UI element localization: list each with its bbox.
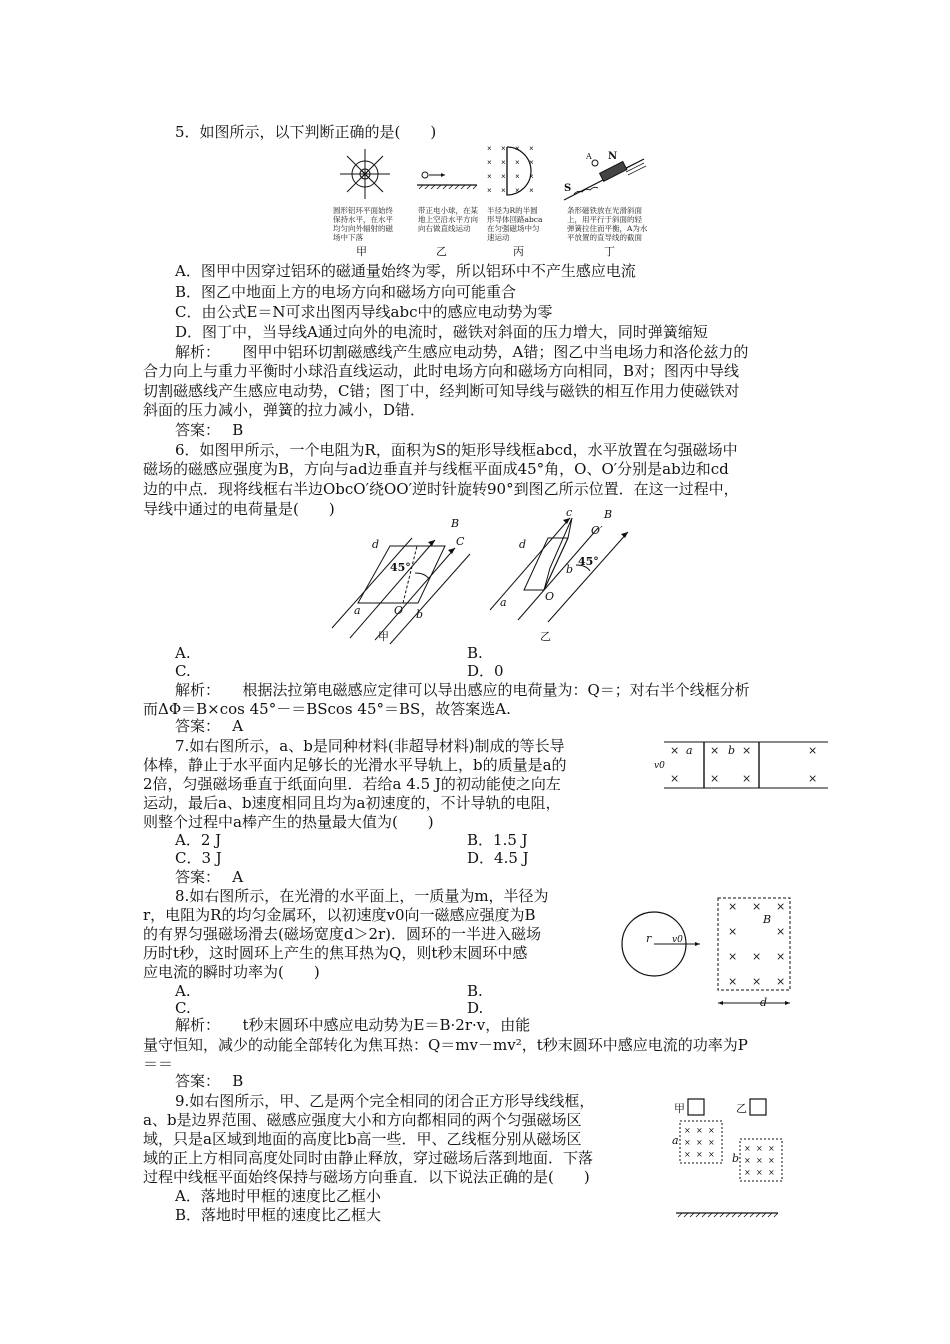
- q9-cross: ×: [768, 1156, 775, 1165]
- svg-text:N: N: [608, 151, 618, 162]
- q5-label-jia: 甲: [356, 245, 367, 258]
- q5-option-c: C．由公式E＝N可求出图丙导线abc中的感应电动势为零: [175, 303, 553, 321]
- q8-B: B: [763, 913, 772, 926]
- q5-option-a: A．图甲中因穿过铝环的磁通量始终为零，所以铝环中不产生感应电流: [175, 262, 636, 280]
- q5-fig-yi: [415, 168, 480, 190]
- q7-cross: ×: [808, 772, 818, 785]
- q9-cross: ×: [708, 1138, 715, 1147]
- q5-caption-bing-4: 速运动: [487, 233, 510, 242]
- q7-cross: ×: [710, 744, 720, 757]
- q8-cross: ×: [752, 950, 762, 963]
- q9-cross: ×: [768, 1168, 775, 1177]
- q8-v0: v0: [672, 935, 683, 945]
- svg-text:×: ×: [515, 172, 520, 181]
- q8-fig: [620, 893, 800, 1013]
- q8-stem-2: r，电阻为R的均匀金属环，以初速度v0向一磁感应强度为B: [143, 906, 536, 924]
- q9-stem-3: 域，只是a区域到地面的高度比b高一些．甲、乙线框分别从磁场区: [143, 1130, 582, 1148]
- q6-analysis-2: 而ΔΦ＝B×cos 45°－＝BScos 45°＝BS，故答案选A.: [143, 700, 511, 718]
- q5-caption-ding-3: 弹簧拉住而平衡，A为水: [567, 224, 648, 233]
- q6-jia-C: C: [456, 535, 465, 548]
- q8-option-a: A.: [175, 982, 191, 1000]
- q6-stem-4: 导线中通过的电荷量是( ): [143, 500, 335, 518]
- q7-cross: ×: [670, 744, 680, 757]
- svg-text:×: ×: [529, 158, 534, 167]
- q7-cross: ×: [670, 772, 680, 785]
- q5-caption-jia-2: 保持水平，在水平: [333, 215, 393, 224]
- svg-text:×: ×: [487, 172, 492, 181]
- q8-cross: ×: [776, 950, 786, 963]
- q6-stem-3: 边的中点．现将线框右半边ObcO′绕OO′逆时针旋转90°到图乙所示位置．在这一过程中，: [143, 480, 739, 498]
- q6-yi-angle: 45°: [578, 555, 599, 568]
- q6-yi-name: 乙: [540, 630, 551, 643]
- q6-option-c: C.: [175, 662, 191, 680]
- q8-option-b: B.: [467, 982, 483, 1000]
- q5-label-yi: 乙: [436, 245, 447, 258]
- q8-r: r: [646, 932, 652, 945]
- q8-cross: ×: [728, 900, 738, 913]
- q5-caption-ding-2: 上，用平行于斜面的轻: [567, 215, 642, 224]
- q9-cross: ×: [684, 1126, 691, 1135]
- q8-cross: ×: [728, 925, 738, 938]
- q7-option-a: A．2 J: [175, 831, 222, 849]
- q6-yi-B: B: [604, 508, 613, 521]
- q6-jia-angle: 45°: [390, 561, 411, 574]
- q9-cross: ×: [708, 1126, 715, 1135]
- q5-caption-ding-4: 平放置的直导线的截面: [567, 233, 642, 242]
- q6-analysis-1: 解析： 根据法拉第电磁感应定律可以导出感应的电荷量为：Q＝；对右半个线框分析: [175, 681, 750, 699]
- q8-analysis-1: 解析： t秒末圆环中感应电动势为E＝B·2r·v，由能: [175, 1016, 531, 1034]
- q9-cross: ×: [756, 1168, 763, 1177]
- q5-analysis-2: 合力向上与重力平衡时小球沿直线运动，此时电场方向和磁场方向相同，B对；图丙中导线: [143, 362, 740, 380]
- q6-jia-d: d: [372, 538, 380, 551]
- q8-stem-5: 应电流的瞬时功率为( ): [143, 963, 320, 981]
- q6-option-a: A.: [175, 644, 191, 662]
- svg-text:×: ×: [501, 172, 506, 181]
- q5-label-ding: 丁: [604, 245, 615, 258]
- q9-cross: ×: [696, 1150, 703, 1159]
- q7-option-c: C．3 J: [175, 849, 222, 867]
- q6-yi-b: b: [566, 563, 574, 576]
- q7-v0: v0: [654, 761, 665, 771]
- svg-text:×: ×: [487, 158, 492, 167]
- q9-cross: ×: [744, 1168, 751, 1177]
- q7-answer: 答案： A: [175, 868, 244, 886]
- q8-stem-4: 历时t秒，这时圆环上产生的焦耳热为Q，则t秒末圆环中感: [143, 944, 528, 962]
- q9-stem-1: 9.如右图所示，甲、乙是两个完全相同的闭合正方形导线线框，: [175, 1092, 595, 1110]
- q5-analysis-4: 斜面的压力减小，弹簧的拉力减小，D错．: [143, 401, 426, 419]
- svg-text:×: ×: [529, 144, 534, 153]
- q9-cross: ×: [756, 1144, 763, 1153]
- q5-caption-jia-4: 场中下落: [333, 233, 363, 242]
- q6-option-b: B.: [467, 644, 483, 662]
- q9-stem-4: 域的正上方相同高度处同时由静止释放，穿过磁场后落到地面．下落: [143, 1149, 594, 1167]
- q7-stem-5: 则整个过程中a棒产生的热量最大值为( ): [143, 813, 434, 831]
- q6-jia-b: b: [416, 608, 424, 621]
- q5-caption-ding-1: 条形磁铁放在光滑斜面: [567, 206, 642, 215]
- q7-stem-2: 体棒，静止于水平面内足够长的光滑水平导轨上，b的质量是a的: [143, 756, 567, 774]
- q6-yi-d: d: [519, 538, 527, 551]
- q6-yi-O: O: [545, 590, 555, 603]
- q9-cross: ×: [756, 1156, 763, 1165]
- q5-caption-yi-3: 向右做直线运动: [418, 224, 471, 233]
- q9-label-jia: 甲: [674, 1102, 685, 1115]
- q9-label-yi: 乙: [736, 1102, 747, 1115]
- q6-option-d: D．0: [467, 662, 504, 680]
- q5-caption-bing-1: 半径为R的半圆: [487, 206, 538, 215]
- q8-analysis-3: ＝＝: [143, 1055, 174, 1073]
- svg-text:×: ×: [529, 172, 534, 181]
- q9-cross: ×: [744, 1144, 751, 1153]
- q7-option-b: B．1.5 J: [467, 831, 528, 849]
- q6-yi-O2: O′: [591, 524, 603, 537]
- q5-fig-ding: [562, 145, 647, 203]
- q9-option-b: B．落地时甲框的速度比乙框大: [175, 1206, 382, 1224]
- q5-option-b: B．图乙中地面上方的电场方向和磁场方向可能重合: [175, 283, 517, 301]
- q8-cross: ×: [728, 950, 738, 963]
- svg-text:×: ×: [529, 186, 534, 195]
- q5-caption-jia-1: 圆形铝环平面始终: [333, 206, 393, 215]
- q6-yi-a: a: [500, 596, 507, 609]
- q7-stem-4: 运动，最后a、b速度相同且均为a初速度的，不计导轨的电阻，: [143, 794, 561, 812]
- q9-cross: ×: [744, 1156, 751, 1165]
- q7-b: b: [728, 744, 736, 757]
- q7-a: a: [686, 744, 693, 757]
- q5-analysis-1: 解析： 图甲中铝环切割磁感线产生感应电动势，A错；图乙中当电场力和洛伦兹力的: [175, 343, 749, 361]
- svg-text:S: S: [564, 183, 572, 194]
- q6-jia-name: 甲: [378, 630, 389, 643]
- q6-stem-1: 6．如图甲所示，一个电阻为R，面积为S的矩形导线框abcd，水平放置在匀强磁场中: [175, 441, 738, 459]
- svg-text:×: ×: [501, 186, 506, 195]
- q9-cross: ×: [696, 1126, 703, 1135]
- svg-text:×: ×: [487, 144, 492, 153]
- q8-stem-3: 的有界匀强磁场滑去(磁场宽度d＞2r)．圆环的一半进入磁场: [143, 925, 542, 943]
- q7-stem-1: 7.如右图所示，a、b是同种材料(非超导材料)制成的等长导: [175, 737, 565, 755]
- q9-stem-2: a、b是边界范围、磁感应强度大小和方向都相同的两个匀强磁场区: [143, 1111, 582, 1129]
- q6-jia-O: O: [394, 604, 404, 617]
- q8-analysis-2: 量守恒知，减少的动能全部转化为焦耳热：Q＝mv－mv²，t秒末圆环中感应电流的功率为P: [143, 1036, 748, 1054]
- q5-caption-bing-2: 形导体回路abca: [487, 215, 543, 224]
- q8-answer: 答案： B: [175, 1072, 244, 1090]
- q9-cross: ×: [696, 1138, 703, 1147]
- q8-option-c: C.: [175, 999, 191, 1017]
- q8-d: d: [760, 996, 768, 1009]
- q8-cross: ×: [728, 975, 738, 988]
- q5-fig-jia: [335, 147, 395, 202]
- q5-option-d: D．图丁中，当导线A通过向外的电流时，磁铁对斜面的压力增大，同时弹簧缩短: [175, 323, 708, 341]
- svg-text:×: ×: [487, 186, 492, 195]
- q5-caption-bing-3: 在匀强磁场中匀: [487, 224, 540, 233]
- q7-cross: ×: [742, 772, 752, 785]
- q5-caption-yi-1: 带正电小球，在某: [418, 206, 478, 215]
- q6-jia-a: a: [354, 604, 361, 617]
- q8-cross: ×: [776, 975, 786, 988]
- q9-stem-5: 过程中线框平面始终保持与磁场方向垂直．以下说法正确的是( ): [143, 1168, 590, 1186]
- q6-stem-2: 磁场的磁感应强度为B，方向与ad边垂直并与线框平面成45°角，O、O′分别是ab边和cd: [143, 460, 729, 478]
- svg-text:×: ×: [515, 144, 520, 153]
- q7-cross: ×: [808, 744, 818, 757]
- svg-text:×: ×: [515, 186, 520, 195]
- q7-stem-3: 2倍，匀强磁场垂直于纸面向里．若给a 4.5 J的初动能使之向左: [143, 775, 561, 793]
- svg-text:A: A: [586, 152, 592, 161]
- q9-cross: ×: [768, 1144, 775, 1153]
- q5-answer: 答案： B: [175, 421, 244, 439]
- q9-option-a: A．落地时甲框的速度比乙框小: [175, 1187, 381, 1205]
- svg-text:×: ×: [501, 158, 506, 167]
- q8-cross: ×: [752, 900, 762, 913]
- q6-jia-B: B: [451, 517, 460, 530]
- q7-option-d: D．4.5 J: [467, 849, 529, 867]
- q5-label-bing: 丙: [513, 245, 524, 258]
- q9-cross: ×: [684, 1150, 691, 1159]
- q7-cross: ×: [710, 772, 720, 785]
- q7-cross: ×: [742, 744, 752, 757]
- q9-cross: ×: [708, 1150, 715, 1159]
- q8-stem-1: 8.如右图所示，在光滑的水平面上，一质量为m，半径为: [175, 887, 549, 905]
- q8-cross: ×: [776, 900, 786, 913]
- q6-yi-c: c: [566, 506, 573, 519]
- svg-text:×: ×: [515, 158, 520, 167]
- q5-caption-yi-2: 地上空沿水平方向: [418, 215, 478, 224]
- svg-text:×: ×: [501, 144, 506, 153]
- q8-cross: ×: [776, 925, 786, 938]
- q5-analysis-3: 切割磁感线产生感应电动势，C错；图丁中，经判断可知导线与磁铁的相互作用力使磁铁对: [143, 382, 740, 400]
- q8-cross: ×: [752, 975, 762, 988]
- q6-answer: 答案： A: [175, 717, 244, 735]
- q5-fig-bing: [485, 143, 545, 203]
- q9-label-a: a: [672, 1134, 679, 1147]
- q9-cross: ×: [684, 1138, 691, 1147]
- q5-stem: 5．如图所示，以下判断正确的是( ): [175, 123, 437, 141]
- q9-label-b: b: [732, 1152, 740, 1165]
- q5-caption-jia-3: 均匀向外辐射的磁: [333, 224, 393, 233]
- q8-option-d: D.: [467, 999, 484, 1017]
